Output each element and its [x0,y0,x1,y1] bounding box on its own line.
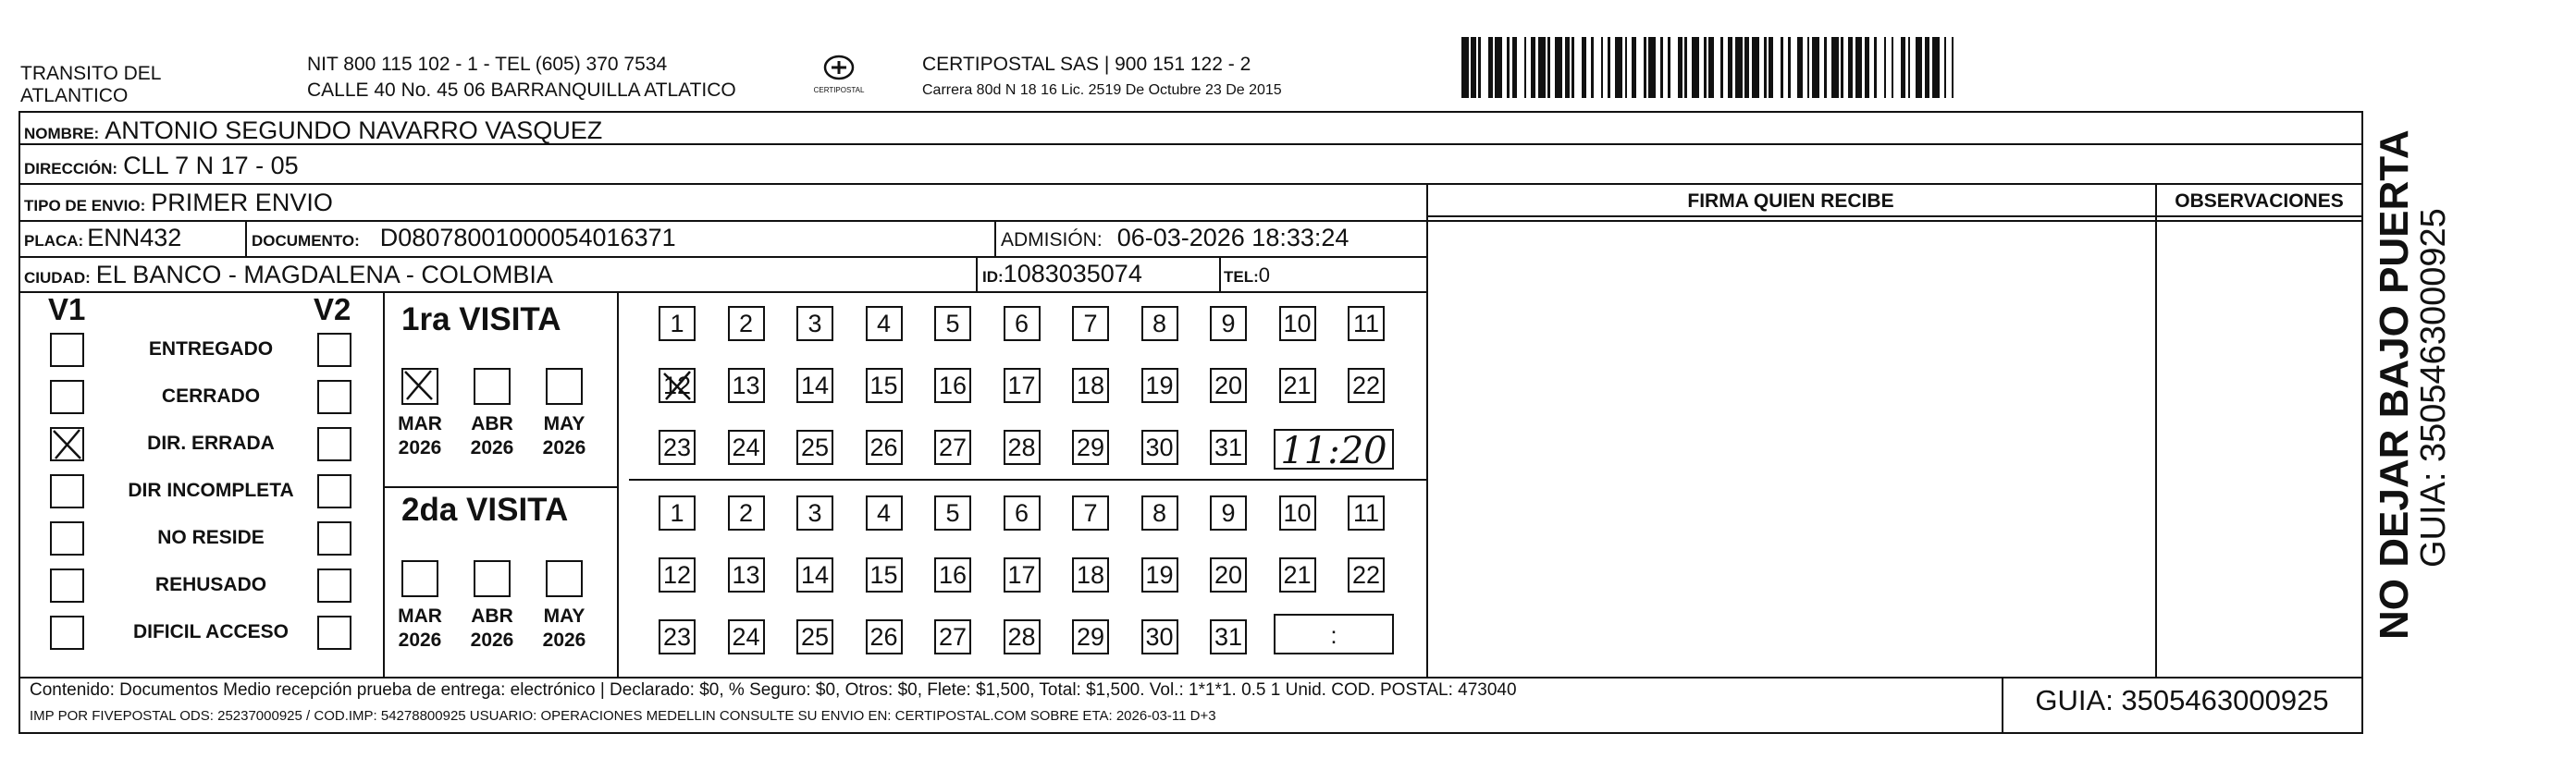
day-box[interactable]: 15 [866,557,903,593]
month-checkbox[interactable] [401,560,438,597]
signature-area[interactable] [1430,218,2153,675]
guia-footer: GUIA: 3505463000925 [2035,684,2329,716]
day-box[interactable]: 17 [1004,557,1041,593]
day-box[interactable]: 25 [796,619,833,654]
barcode-bar [1461,37,1469,98]
day-box[interactable]: 22 [1348,557,1385,593]
barcode-bar [1714,37,1721,98]
v1-checkbox[interactable] [50,616,84,650]
month-checkbox[interactable] [546,560,583,597]
barcode-bar [1773,37,1781,98]
month-year: 2026 [542,437,586,458]
contenido-text: Contenido: Documentos Medio recepción prueba de entrega: electrónico | Declarado: $0, % Seguro: $0, Otros: $0, Flete: $1,500, Total: $1,500. Vol.: 1*1*1. 0.5 1 Unid. COD. POSTAL: 473040 [30,680,1517,700]
month-name: MAR [398,413,442,434]
tel-field: TEL:0 [1224,263,1271,287]
day-box[interactable]: 31 [1210,619,1247,654]
day-box[interactable]: 9 [1210,495,1247,531]
day-box[interactable]: 31 [1210,430,1247,465]
second-time-value: : [1330,621,1337,649]
sender: TRANSITO DEL ATLANTICO [20,63,161,106]
day-box[interactable]: 21 [1279,368,1316,403]
day-box[interactable]: 10 [1279,495,1316,531]
day-box[interactable]: 29 [1072,619,1109,654]
day-box[interactable]: 1 [659,306,696,341]
day-box[interactable]: 20 [1210,368,1247,403]
placa-field: PLACA: ENN432 [24,224,182,251]
barcode-bar [1692,37,1699,98]
v1-checkbox[interactable] [50,568,84,603]
second-visit-title: 2da VISITA [401,492,569,528]
barcode-bar [1615,37,1622,98]
month-name: MAR [398,605,442,627]
v2-checkbox[interactable] [317,521,351,556]
day-box[interactable]: 6 [1004,495,1041,531]
day-box[interactable]: 8 [1141,306,1178,341]
logo-icon [822,54,856,81]
day-box[interactable]: 16 [934,368,971,403]
v2-checkbox[interactable] [317,427,351,461]
day-box[interactable]: 10 [1279,306,1316,341]
month-year: 2026 [542,630,586,651]
month-label [392,605,448,653]
day-box[interactable]: 17 [1004,368,1041,403]
day-box[interactable]: 27 [934,619,971,654]
day-box[interactable]: 8 [1141,495,1178,531]
barcode-bar [1670,37,1678,98]
day-box[interactable]: 11 [1348,306,1385,341]
day-box[interactable]: 21 [1279,557,1316,593]
observations-area[interactable] [2159,218,2360,675]
day-box[interactable]: 7 [1072,306,1109,341]
day-box[interactable]: 28 [1004,619,1041,654]
status-label: CERRADO [161,385,261,407]
side-guia: GUIA: 3505463000925 [2414,208,2453,568]
month-name: ABR [471,413,513,434]
month-checkbox[interactable] [401,368,438,405]
v2-checkbox[interactable] [317,474,351,508]
day-box[interactable]: 5 [934,495,971,531]
barcode-bar [1855,37,1863,98]
v2-checkbox[interactable] [317,380,351,414]
day-box[interactable]: 4 [866,495,903,531]
admision-field: ADMISIÓN: 06-03-2026 18:33:24 [1001,224,1350,251]
day-box[interactable]: 5 [934,306,971,341]
day-box[interactable]: 13 [728,368,765,403]
day-box[interactable]: 2 [728,306,765,341]
ciudad-field: CIUDAD: EL BANCO - MAGDALENA - COLOMBIA [24,261,553,288]
v1-checkbox[interactable] [50,427,84,461]
barcode-bar [1495,37,1502,98]
barcode-bar [1574,37,1582,98]
month-name: ABR [471,605,513,627]
nombre-row: NOMBRE: ANTONIO SEGUNDO NAVARRO VASQUEZ [24,116,603,144]
imp-text: IMP POR FIVEPOSTAL ODS: 25237000925 / COD.IMP: 54278800925 USUARIO: OPERACIONES MEDELLIN CONSULTE SU ENVIO EN: CERTIPOSTAL.COM SOBRE ETA: 2026-03-11 D+3 [30,708,1216,724]
tipo-envio-row: TIPO DE ENVIO: PRIMER ENVIO [24,189,333,216]
day-box[interactable]: 25 [796,430,833,465]
day-box[interactable]: 11 [1348,495,1385,531]
day-box[interactable]: 29 [1072,430,1109,465]
second-time-box[interactable] [1274,614,1394,654]
status-label: ENTREGADO [148,338,274,360]
month-label [536,412,592,460]
day-box[interactable]: 28 [1004,430,1041,465]
status-label: DIR INCOMPLETA [128,480,294,501]
first-time-value: 11:20 [1280,430,1387,472]
x-mark-icon [659,368,696,403]
month-year: 2026 [470,630,514,651]
barcode-bar [1954,37,1961,98]
month-label [464,605,520,653]
barcode-bar [1538,37,1546,98]
day-box[interactable]: 30 [1141,619,1178,654]
direccion-row: DIRECCIÓN: CLL 7 N 17 - 05 [24,152,299,179]
v2-checkbox[interactable] [317,568,351,603]
day-box[interactable]: 26 [866,430,903,465]
barcode-bar [1916,37,1923,98]
day-box[interactable]: 14 [796,368,833,403]
month-checkbox[interactable] [474,560,511,597]
barcode-bar [1831,37,1839,98]
barcode-bar [1812,37,1819,98]
month-label [536,605,592,653]
first-time-box[interactable] [1274,429,1394,470]
day-box[interactable]: 26 [866,619,903,654]
day-box[interactable]: 23 [659,430,696,465]
v1-checkbox[interactable] [50,474,84,508]
day-box[interactable]: 3 [796,495,833,531]
day-box[interactable]: 1 [659,495,696,531]
month-name: MAY [543,605,585,627]
day-box[interactable]: 12 [659,557,696,593]
side-warning: NO DEJAR BAJO PUERTA [2372,129,2417,640]
barcode-bar [1594,37,1601,98]
first-visit-title: 1ra VISITA [401,301,561,337]
address-line: CALLE 40 No. 45 06 BARRANQUILLA ATLATICO [307,79,736,101]
barcode [1461,37,2183,98]
day-box[interactable]: 9 [1210,306,1247,341]
day-box[interactable]: 27 [934,430,971,465]
day-box[interactable]: 4 [866,306,903,341]
company-address: Carrera 80d N 18 16 Lic. 2519 De Octubre 23 De 2015 [922,82,1282,98]
month-label [464,412,520,460]
nit-line: NIT 800 115 102 - 1 - TEL (605) 370 7534 [307,54,668,75]
barcode-bar [1752,37,1759,98]
day-box[interactable]: 19 [1141,557,1178,593]
v1-checkbox[interactable] [50,333,84,367]
v1-checkbox[interactable] [50,380,84,414]
v2-checkbox[interactable] [317,333,351,367]
day-box[interactable]: 3 [796,306,833,341]
day-box[interactable]: 16 [934,557,971,593]
day-box[interactable]: 12 [659,368,696,403]
day-box[interactable]: 19 [1141,368,1178,403]
day-box[interactable]: 23 [659,619,696,654]
id-field: ID:1083035074 [982,260,1142,287]
day-box[interactable]: 14 [796,557,833,593]
day-box[interactable]: 22 [1348,368,1385,403]
certipostal-logo: CERTIPOSTAL [807,54,871,104]
status-label: DIR. ERRADA [147,433,275,454]
day-box[interactable]: 7 [1072,495,1109,531]
v2-label: V2 [314,292,351,326]
month-checkbox[interactable] [474,368,511,405]
month-label [392,412,448,460]
barcode-bar [1877,37,1884,98]
barcode-bar [1932,37,1940,98]
barcode-bar [1636,37,1644,98]
day-box[interactable]: 24 [728,430,765,465]
barcode-bar [1481,37,1488,98]
month-checkbox[interactable] [546,368,583,405]
month-name: MAY [543,413,585,434]
v1-label: V1 [48,292,86,326]
status-label: DIFICIL ACCESO [132,621,289,642]
x-mark-icon [50,427,84,461]
day-box[interactable]: 6 [1004,306,1041,341]
day-box[interactable]: 24 [728,619,765,654]
month-year: 2026 [470,437,514,458]
day-box[interactable]: 15 [866,368,903,403]
barcode-bar [1555,37,1562,98]
x-mark-icon [401,368,436,402]
month-year: 2026 [398,437,442,458]
month-year: 2026 [398,630,442,651]
observaciones-label: OBSERVACIONES [2175,190,2344,212]
barcode-bar [1735,37,1743,98]
day-box[interactable]: 20 [1210,557,1247,593]
day-box[interactable]: 2 [728,495,765,531]
barcode-bar [1517,37,1524,98]
firma-label: FIRMA QUIEN RECIBE [1687,190,1894,212]
barcode-bar [1893,37,1901,98]
documento-field: DOCUMENTO: D08078001000054016371 [252,224,676,251]
day-box[interactable]: 18 [1072,368,1109,403]
day-box[interactable]: 18 [1072,557,1109,593]
v1-checkbox[interactable] [50,521,84,556]
day-box[interactable]: 30 [1141,430,1178,465]
status-label: REHUSADO [154,574,267,595]
barcode-bar [1648,37,1656,98]
company-line: CERTIPOSTAL SAS | 900 151 122 - 2 [922,54,1251,75]
day-box[interactable]: 13 [728,557,765,593]
status-label: NO RESIDE [157,527,265,548]
barcode-bar [1791,37,1798,98]
v2-checkbox[interactable] [317,616,351,650]
